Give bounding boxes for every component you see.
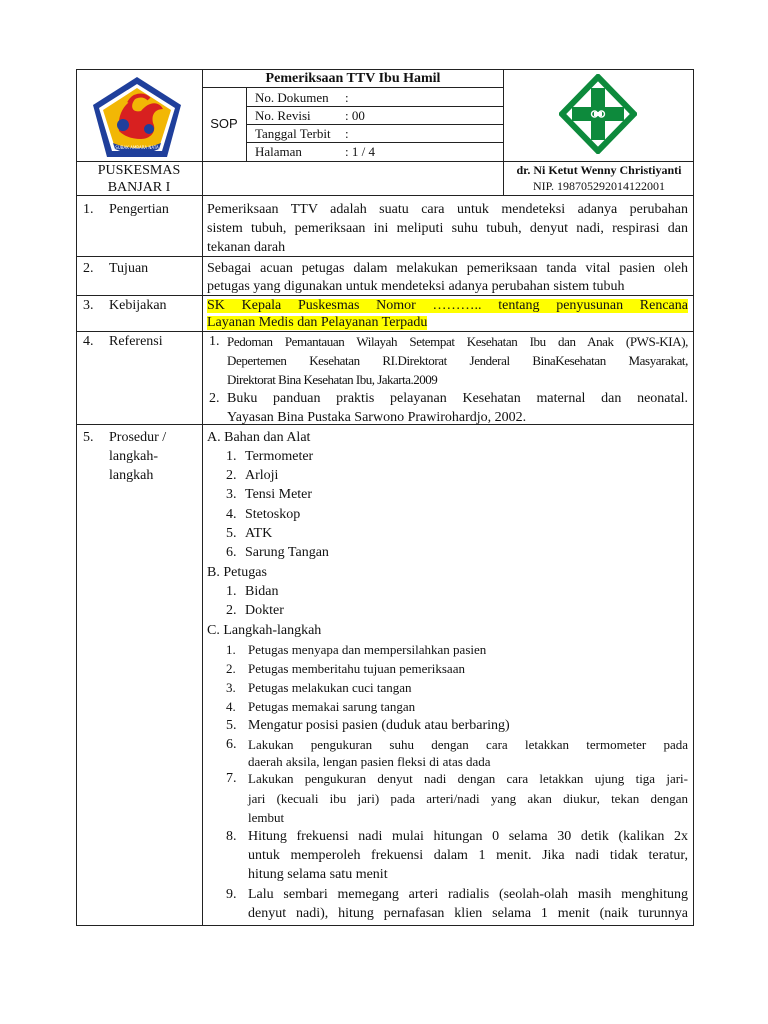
meta-line-1 bbox=[246, 106, 504, 107]
section-label: Kebijakan bbox=[109, 298, 167, 313]
row-line-3 bbox=[76, 331, 694, 332]
list-item-number: 4. bbox=[226, 507, 237, 522]
section-label: Pengertian bbox=[109, 202, 169, 217]
meta-label-revisi: No. Revisi bbox=[255, 108, 311, 123]
step-number: 6. bbox=[226, 737, 237, 752]
org-name-line-1: PUSKESMAS bbox=[97, 163, 181, 178]
meta-value-halaman: : 1 / 4 bbox=[345, 144, 375, 159]
body-col-line bbox=[202, 195, 203, 926]
signer-nip: NIP. 198705292014122001 bbox=[532, 179, 665, 193]
meta-value-tanggal: : bbox=[345, 126, 349, 141]
section-label: Tujuan bbox=[109, 261, 149, 276]
section-label: langkah bbox=[109, 468, 154, 483]
signer-name: dr. Ni Ketut Wenny Christiyanti bbox=[516, 163, 682, 177]
step-line: Hitung frekuensi nadi mulai hitungan 0 selama 30 detik (kalikan 2x bbox=[248, 829, 688, 844]
step-number: 4. bbox=[226, 699, 236, 714]
meta-label-tanggal: Tanggal Terbit bbox=[255, 126, 331, 141]
subsection-title-a: A. Bahan dan Alat bbox=[207, 430, 311, 445]
header-bottom-line bbox=[76, 195, 694, 196]
list-item: Dokter bbox=[245, 603, 284, 618]
border-right bbox=[693, 69, 694, 926]
step-number: 3. bbox=[226, 680, 236, 695]
row-line-1 bbox=[76, 256, 694, 257]
section-number: 2. bbox=[83, 261, 94, 276]
list-item-number: 5. bbox=[226, 526, 237, 541]
step-number: 8. bbox=[226, 829, 237, 844]
subsection-title-c: C. Langkah-langkah bbox=[207, 623, 322, 638]
border-left bbox=[76, 69, 77, 926]
list-item: ATK bbox=[245, 526, 273, 541]
meta-value-dokumen: : bbox=[345, 90, 349, 105]
step-line: untuk memperoleh frekuensi dalam 1 menit. Jika nadi tidak teratur, bbox=[248, 848, 688, 863]
meta-line-3 bbox=[246, 142, 504, 143]
step-line: Petugas menyapa dan mempersilahkan pasien bbox=[248, 642, 487, 657]
title-bottom-line bbox=[202, 87, 504, 88]
step-line: Petugas melakukan cuci tangan bbox=[248, 680, 412, 695]
step-number: 5. bbox=[226, 718, 237, 733]
sop-label: SOP bbox=[210, 116, 238, 131]
body-line: sistem tubuh, pemeriksaan ini meliputi suhu tubuh, denyut nadi, respirasi dan bbox=[207, 221, 688, 236]
highlighted-policy-line: Layanan Medis dan Pelayanan Terpadu bbox=[207, 315, 428, 330]
list-item: Stetoskop bbox=[245, 507, 301, 522]
sop-document bbox=[76, 69, 694, 926]
reference-line: Yayasan Bina Pustaka Sarwono Prawirohardjo, 2002. bbox=[227, 410, 527, 425]
emblem-ribbon-text: SUBAK AMBARA NATA bbox=[115, 145, 159, 150]
meta-label-halaman: Halaman bbox=[255, 144, 302, 159]
header-col-line-2 bbox=[503, 69, 504, 196]
step-line: Lalu sembari memegang arteri radialis (seolah-olah masih menghitung bbox=[248, 887, 688, 902]
list-item-number: 6. bbox=[226, 545, 237, 560]
list-item: Sarung Tangan bbox=[245, 545, 329, 560]
section-label: Referensi bbox=[109, 334, 163, 349]
highlighted-policy-line: SK Kepala Puskesmas Nomor ……….. tentang penyusunan Rencana bbox=[207, 298, 688, 313]
row-line-2 bbox=[76, 295, 694, 296]
step-line: jari (kecuali ibu jari) pada arteri/nadi yang akan diukur, tekan dengan bbox=[248, 791, 688, 806]
reference-number: 2. bbox=[209, 391, 220, 406]
step-number: 2. bbox=[226, 661, 236, 676]
org-name-line-2: BANJAR I bbox=[107, 180, 171, 195]
list-item: Termometer bbox=[245, 449, 314, 464]
puskesmas-cross-logo-icon bbox=[559, 74, 637, 154]
border-bottom bbox=[76, 925, 694, 926]
list-item-number: 2. bbox=[226, 603, 237, 618]
body-line: petugas yang digunakan untuk mendeteksi adanya perubahan sistem tubuh bbox=[207, 279, 625, 294]
list-item-number: 1. bbox=[226, 584, 237, 599]
reference-line: Direktorat Bina Kesehatan Ibu, Jakarta.2009 bbox=[227, 372, 438, 387]
body-line: tekanan darah bbox=[207, 240, 286, 255]
step-line: Lakukan pengukuran suhu dengan cara letakkan termometer pada bbox=[248, 737, 688, 752]
document-title: Pemeriksaan TTV Ibu Hamil bbox=[265, 71, 441, 86]
reference-number: 1. bbox=[209, 334, 220, 349]
list-item-number: 2. bbox=[226, 468, 237, 483]
section-number: 5. bbox=[83, 430, 94, 445]
step-line: Mengatur posisi pasien (duduk atau berbaring) bbox=[248, 718, 510, 733]
body-line: Sebagai acuan petugas dalam melakukan pemeriksaan tanda vital pasien oleh bbox=[207, 261, 688, 276]
meta-label-dokumen: No. Dokumen bbox=[255, 90, 329, 105]
section-number: 1. bbox=[83, 202, 94, 217]
step-line: daerah aksila, lengan pasien fleksi di atas dada bbox=[248, 754, 491, 769]
step-line: Petugas memakai sarung tangan bbox=[248, 699, 416, 714]
step-number: 7. bbox=[226, 771, 237, 786]
reference-line: Pedoman Pemantauan Wilayah Setempat Kesehatan Ibu dan Anak (PWS-KIA), bbox=[227, 334, 688, 349]
step-line: Lakukan pengukuran denyut nadi dengan cara letakkan ujung tiga jari- bbox=[248, 771, 688, 786]
step-line: hitung selama satu menit bbox=[248, 867, 388, 882]
section-label: Prosedur / bbox=[109, 430, 167, 445]
section-number: 3. bbox=[83, 298, 94, 313]
step-line: denyut nadi), hitung pernafasan klien selama 1 menit (naik turunnya bbox=[248, 906, 688, 921]
list-item-number: 1. bbox=[226, 449, 237, 464]
list-item: Bidan bbox=[245, 584, 279, 599]
regional-emblem-icon bbox=[89, 73, 185, 163]
section-number: 4. bbox=[83, 334, 94, 349]
step-number: 9. bbox=[226, 887, 237, 902]
border-top bbox=[76, 69, 694, 70]
meta-value-revisi: : 00 bbox=[345, 108, 365, 123]
list-item: Tensi Meter bbox=[245, 487, 313, 502]
list-item-number: 3. bbox=[226, 487, 237, 502]
step-line: Petugas memberitahu tujuan pemeriksaan bbox=[248, 661, 465, 676]
meta-line-2 bbox=[246, 124, 504, 125]
step-number: 1. bbox=[226, 642, 236, 657]
list-item: Arloji bbox=[245, 468, 279, 483]
reference-line: Buku panduan praktis pelayanan Kesehatan maternal dan neonatal. bbox=[227, 391, 688, 406]
reference-line: Depertemen Kesehatan RI.Direktorat Jenderal BinaKesehatan Masyarakat, bbox=[227, 353, 688, 368]
subsection-title-b: B. Petugas bbox=[207, 565, 267, 580]
section-label: langkah- bbox=[109, 449, 158, 464]
header-col-line-1 bbox=[202, 69, 203, 196]
step-line: lembut bbox=[248, 810, 285, 825]
body-line: Pemeriksaan TTV adalah suatu cara untuk mendeteksi adanya perubahan bbox=[207, 202, 688, 217]
